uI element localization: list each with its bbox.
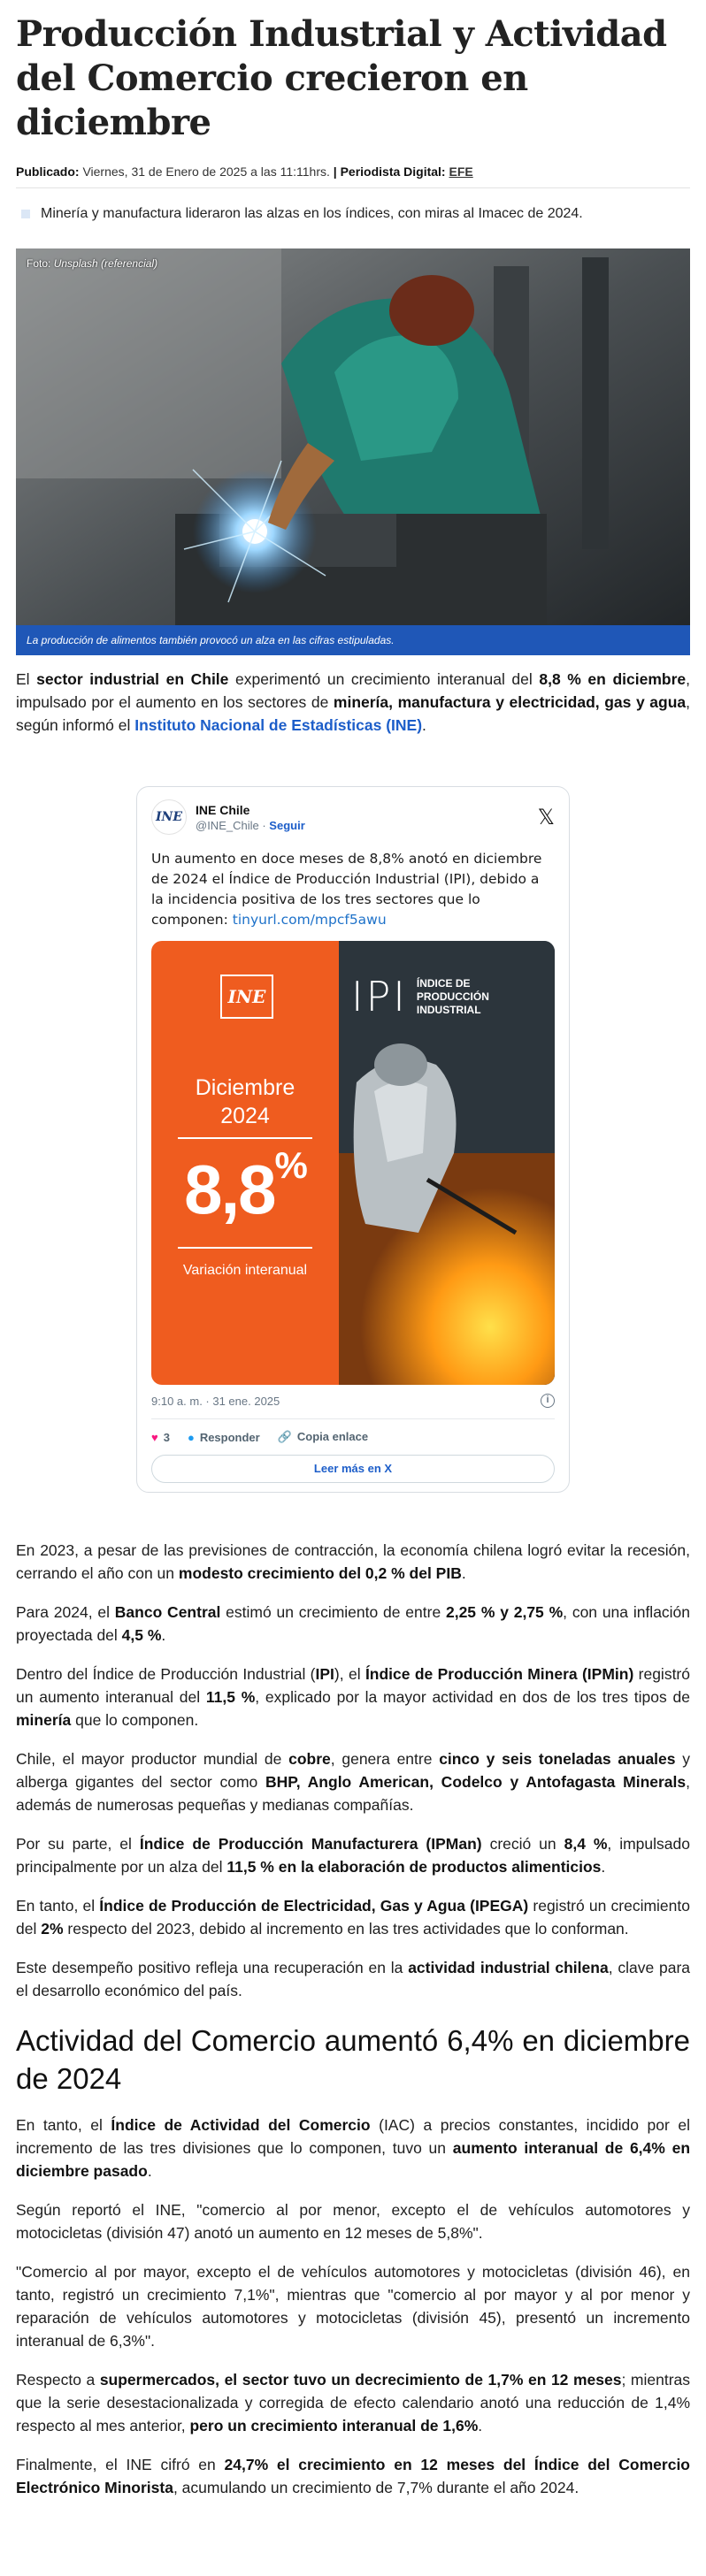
embedded-tweet — [136, 786, 570, 1493]
bold-text: IPI — [315, 1665, 334, 1683]
reply-button[interactable] — [188, 1431, 260, 1444]
text: estimó un crecimiento de entre — [220, 1603, 446, 1621]
text: Chile, el mayor productor mundial de — [16, 1750, 289, 1768]
ine-link[interactable]: Instituto Nacional de Estadísticas (INE) — [134, 716, 423, 734]
paragraph — [16, 2368, 690, 2437]
ine-avatar[interactable]: INE — [151, 799, 187, 835]
bold-text: Índice de Producción Minera (IPMin) — [365, 1665, 634, 1683]
paragraph — [16, 1956, 690, 2002]
divider — [178, 1137, 312, 1139]
paragraph — [16, 1747, 690, 1816]
tweet-author-name[interactable]: INE Chile — [196, 802, 250, 817]
media-value-unit: % — [274, 1144, 306, 1186]
text: , impulsado por el aumento en los sectores de — [16, 670, 690, 711]
like-count: 3 — [163, 1430, 170, 1444]
bold-text: 8,4 % — [564, 1835, 608, 1853]
bold-text: 24,7% el crecimiento en 12 meses del Índice del Comercio Electrónico Minorista — [16, 2456, 690, 2496]
bold-text: Banco Central — [114, 1603, 221, 1621]
tweet-body: Un aumento en doce meses de 8,8% anotó en diciembre de 2024 el Índice de Producción Industrial (IPI), debido a la incidencia positiva de los tres sectores que lo componen: — [151, 851, 542, 928]
bold-text: supermercados, el sector tuvo un decrecimiento de 1,7% en 12 meses — [99, 2371, 622, 2389]
text: . — [422, 716, 426, 734]
tweet-media[interactable] — [151, 941, 555, 1385]
text: (IAC) a precios constantes, incidido por el incremento de las tres divisiones que lo componen, tuvo un — [16, 2116, 690, 2157]
summary-bullets — [16, 204, 690, 224]
bold-text: pero un crecimiento interanual de 1,6% — [189, 2417, 479, 2435]
text: , genera entre — [330, 1750, 440, 1768]
text: y alberga gigantes del sector como — [16, 1750, 691, 1791]
text: experimentó un crecimiento interanual del — [228, 670, 540, 688]
welder-photo — [16, 248, 690, 655]
journalist-label: Periodista Digital: — [340, 164, 449, 179]
media-value-number: 8,8 — [184, 1150, 275, 1228]
text: Para 2024, el — [16, 1603, 115, 1621]
paragraph: "Comercio al por mayor, excepto el de vehículos automotores y motocicletas (división 46), en tanto, registró un crecimiento 7,1%", mientras que "comercio al por mayor y al por menor y reparación de vehículos automotores y motocicletas (división 45), presentó un incremento interanual de 6,3%". — [16, 2263, 690, 2350]
photo-credit — [27, 257, 157, 270]
media-period — [151, 1074, 339, 1130]
tweet-timestamp[interactable]: 9:10 a. m. · 31 ene. 2025 — [151, 1394, 280, 1408]
paragraph: Según reportó el INE, "comercio al por menor, excepto el de vehículos automotores y motocicletas (división 47) anotó un aumento en 12 meses de 5,8%". — [16, 2201, 690, 2242]
ipi-title-line: ÍNDICE DE — [416, 976, 471, 990]
bold-text: Índice de Producción Manufacturera (IPMan) — [139, 1835, 482, 1853]
article-title: Producción Industrial y Actividad del Comercio crecieron en diciembre — [16, 13, 667, 143]
bold-text: 2% — [41, 1920, 64, 1938]
meta-separator: | — [329, 164, 341, 179]
text: , clave para el desarrollo económico del país. — [16, 1959, 691, 1999]
bold-text: 2,25 % y 2,75 % — [445, 1603, 564, 1621]
info-icon[interactable]: i — [541, 1394, 555, 1408]
journalist-link[interactable]: EFE — [449, 164, 473, 179]
text: , con una inflación proyectada del — [16, 1603, 691, 1644]
reply-label: Responder — [199, 1430, 260, 1444]
read-more-button[interactable]: Leer más en X — [151, 1455, 555, 1483]
bold-text: modesto crecimiento del 0,2 % del PIB — [178, 1564, 462, 1582]
bold-text: aumento interanual de 6,4% en diciembre pasado — [16, 2139, 691, 2180]
copy-link-label: Copia enlace — [296, 1430, 369, 1443]
text: , explicado por la mayor actividad en dos de los tres tipos de — [255, 1688, 690, 1706]
text: respecto del 2023, debido al incremento en las tres actividades que lo conforman. — [63, 1920, 629, 1938]
divider — [178, 1247, 312, 1249]
bold-text: 11,5 % en la elaboración de productos alimenticios — [226, 1858, 602, 1876]
ipi-label: IPI — [351, 973, 408, 1020]
bullet-text: Minería y manufactura lideraron las alzas en los índices, con miras al Imacec de 2024. — [41, 206, 583, 221]
lead-paragraph — [16, 668, 690, 737]
text: Por su parte, el — [16, 1835, 140, 1853]
text: Dentro del Índice de Producción Industrial ( — [16, 1665, 316, 1683]
summary-bullet — [21, 204, 690, 224]
ipi-title-line: PRODUCCIÓN — [416, 990, 489, 1003]
media-right-panel — [339, 941, 555, 1385]
follow-link[interactable]: Seguir — [269, 818, 305, 832]
bold-text: cinco y seis toneladas anuales — [439, 1750, 676, 1768]
bold-text: BHP, Anglo American, Codelco y Antofagasta Minerals — [265, 1773, 687, 1791]
paragraph — [16, 1832, 690, 1878]
x-logo-icon[interactable]: 𝕏 — [537, 805, 555, 829]
handle-dot: · — [258, 818, 270, 832]
text: Finalmente, el INE cifró en — [16, 2456, 225, 2473]
tweet-header — [151, 799, 555, 835]
like-button[interactable] — [151, 1431, 170, 1444]
article-meta — [16, 164, 690, 188]
text: , además de numerosas pequeñas y medianas compañías. — [16, 1773, 691, 1814]
text: ; mientras que la serie desestacionalizada y corregida de efecto calendario anotó una reducción de 1,4% respecto al mes anterior, — [16, 2371, 691, 2435]
bold-text: actividad industrial chilena — [408, 1959, 609, 1976]
tweet-actions — [151, 1430, 555, 1444]
divider — [151, 1418, 555, 1419]
photo-credit-prefix: Foto: — [27, 257, 54, 270]
photo-caption: La producción de alimentos también provocó un alza en las cifras estipuladas. — [16, 625, 690, 655]
paragraph — [16, 1894, 690, 1940]
ipi-title — [417, 977, 489, 1017]
paragraph — [16, 2453, 690, 2499]
bullet-square-icon — [21, 210, 30, 218]
bold-text: sector industrial en Chile — [36, 670, 229, 688]
copy-link-button[interactable] — [278, 1430, 368, 1444]
text: registró un crecimiento del — [16, 1897, 690, 1938]
text: . — [601, 1858, 606, 1876]
text: . — [461, 1564, 466, 1582]
media-variation-label: Variación interanual — [182, 1263, 308, 1278]
text: ), el — [334, 1665, 365, 1683]
tweet-timestamp-row — [151, 1394, 555, 1408]
text: , según informó el — [16, 693, 690, 734]
reply-bubble-icon: ● — [187, 1430, 195, 1444]
hero-image — [16, 248, 690, 655]
media-value — [151, 1144, 339, 1230]
bold-text: minería — [16, 1711, 72, 1729]
text: Este desempeño positivo refleja una recuperación en la — [16, 1959, 409, 1976]
text: , acumulando un crecimiento de 7,7% durante el año 2024. — [173, 2479, 579, 2496]
tweet-handle-row — [196, 819, 305, 832]
text: que lo componen. — [71, 1711, 199, 1729]
bold-text: Índice de Actividad del Comercio — [111, 2116, 371, 2134]
section-heading: Actividad del Comercio aumentó 6,4% en diciembre de 2024 — [16, 2024, 690, 2095]
heart-icon: ♥ — [151, 1430, 158, 1444]
text: Respecto a — [16, 2371, 100, 2389]
published-date: Viernes, 31 de Enero de 2025 a las 11:11hrs. — [79, 164, 330, 179]
paragraph — [16, 2114, 690, 2182]
text: . — [147, 2162, 152, 2180]
bold-text: 4,5 % — [121, 1626, 162, 1644]
spacer — [16, 2499, 690, 2511]
tweet-handle[interactable]: @INE_Chile — [196, 818, 259, 832]
bold-text: minería, manufactura y electricidad, gas y agua — [333, 693, 687, 711]
text: , impulsado principalmente por un alza del — [16, 1835, 690, 1876]
paragraph — [16, 1601, 690, 1647]
text: . — [478, 2417, 483, 2435]
ine-logo: INE — [220, 975, 273, 1019]
text: En tanto, el — [16, 1897, 100, 1915]
ipi-title-line: INDUSTRIAL — [416, 1003, 481, 1016]
paragraph — [16, 1663, 690, 1731]
media-left-panel — [151, 941, 339, 1385]
tweet-link[interactable]: tinyurl.com/mpcf5awu — [232, 912, 387, 928]
text: En tanto, el — [16, 2116, 111, 2134]
bold-text: 11,5 % — [205, 1688, 256, 1706]
bold-text: Índice de Producción de Electricidad, Gas y Agua (IPEGA) — [99, 1897, 529, 1915]
link-icon: 🔗 — [277, 1430, 292, 1443]
published-label: Publicado: — [16, 164, 80, 179]
text: registró un aumento interanual del — [16, 1665, 690, 1706]
ipi-header — [351, 973, 489, 1020]
text: En 2023, a pesar de las previsiones de contracción, la economía chilena logró evitar la recesión, cerrando el año con un — [16, 1541, 690, 1582]
media-month: Diciembre — [195, 1075, 295, 1100]
text: creció un — [481, 1835, 564, 1853]
tweet-text — [151, 849, 555, 930]
paragraph — [16, 1539, 690, 1585]
spacer — [16, 1493, 690, 1523]
text: El — [16, 670, 37, 688]
bold-text: 8,8 % en diciembre — [539, 670, 687, 688]
text: . — [161, 1626, 166, 1644]
media-year: 2024 — [220, 1104, 270, 1128]
bold-text: cobre — [288, 1750, 331, 1768]
photo-credit-source: Unsplash (referencial) — [53, 257, 158, 270]
